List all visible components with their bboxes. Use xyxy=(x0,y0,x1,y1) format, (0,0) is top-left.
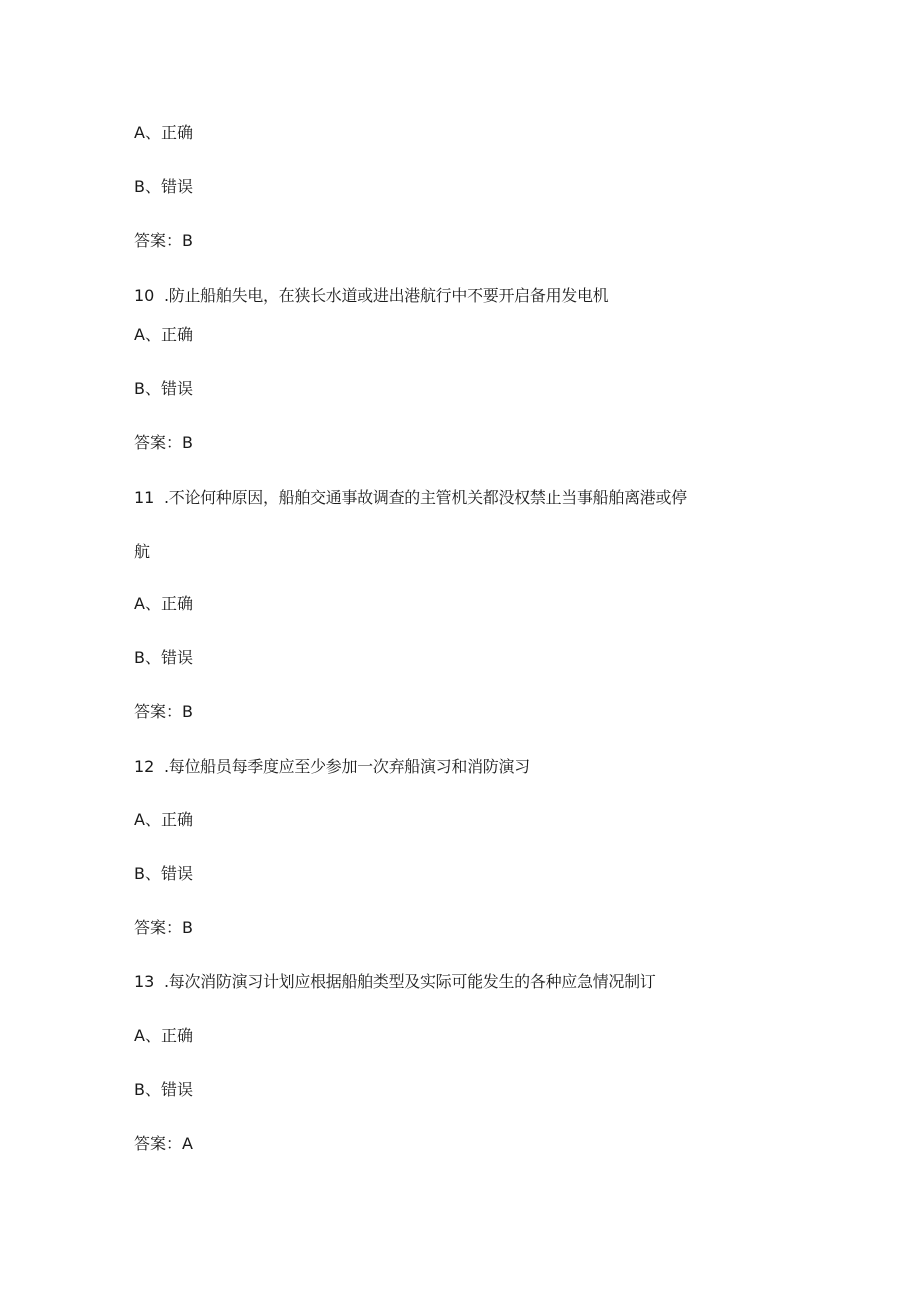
question-text: .防止船舶失电，在狭长水道或进出港航行中不要开启备用发电机 xyxy=(164,286,609,305)
question-11 xyxy=(134,488,687,508)
option-b: B、错误 xyxy=(134,864,193,883)
answer: 答案：B xyxy=(134,702,193,721)
answer: 答案：B xyxy=(134,918,193,937)
option-b: B、错误 xyxy=(134,648,193,667)
question-10 xyxy=(134,286,608,306)
option-b: B、错误 xyxy=(134,1080,193,1099)
answer: 答案：B xyxy=(134,231,193,250)
option-a: A、正确 xyxy=(134,325,193,344)
question-number: 10 xyxy=(134,286,155,305)
option-a: A、正确 xyxy=(134,810,193,829)
question-number: 11 xyxy=(134,488,155,507)
option-a: A、正确 xyxy=(134,1026,193,1045)
answer: 答案：A xyxy=(134,1134,193,1153)
question-text: .每次消防演习计划应根据船舶类型及实际可能发生的各种应急情况制订 xyxy=(164,972,656,991)
question-text: .每位船员每季度应至少参加一次弃船演习和消防演习 xyxy=(164,757,530,776)
option-a: A、正确 xyxy=(134,594,193,613)
option-b: B、错误 xyxy=(134,177,193,196)
question-text-continued: 航 xyxy=(134,542,151,561)
question-number: 12 xyxy=(134,757,155,776)
question-13 xyxy=(134,972,656,992)
answer: 答案：B xyxy=(134,433,193,452)
question-12 xyxy=(134,757,530,777)
question-text: .不论何种原因，船舶交通事故调查的主管机关都没权禁止当事船舶离港或停 xyxy=(164,488,687,507)
option-b: B、错误 xyxy=(134,379,193,398)
option-a: A、正确 xyxy=(134,123,193,142)
question-number: 13 xyxy=(134,972,155,991)
